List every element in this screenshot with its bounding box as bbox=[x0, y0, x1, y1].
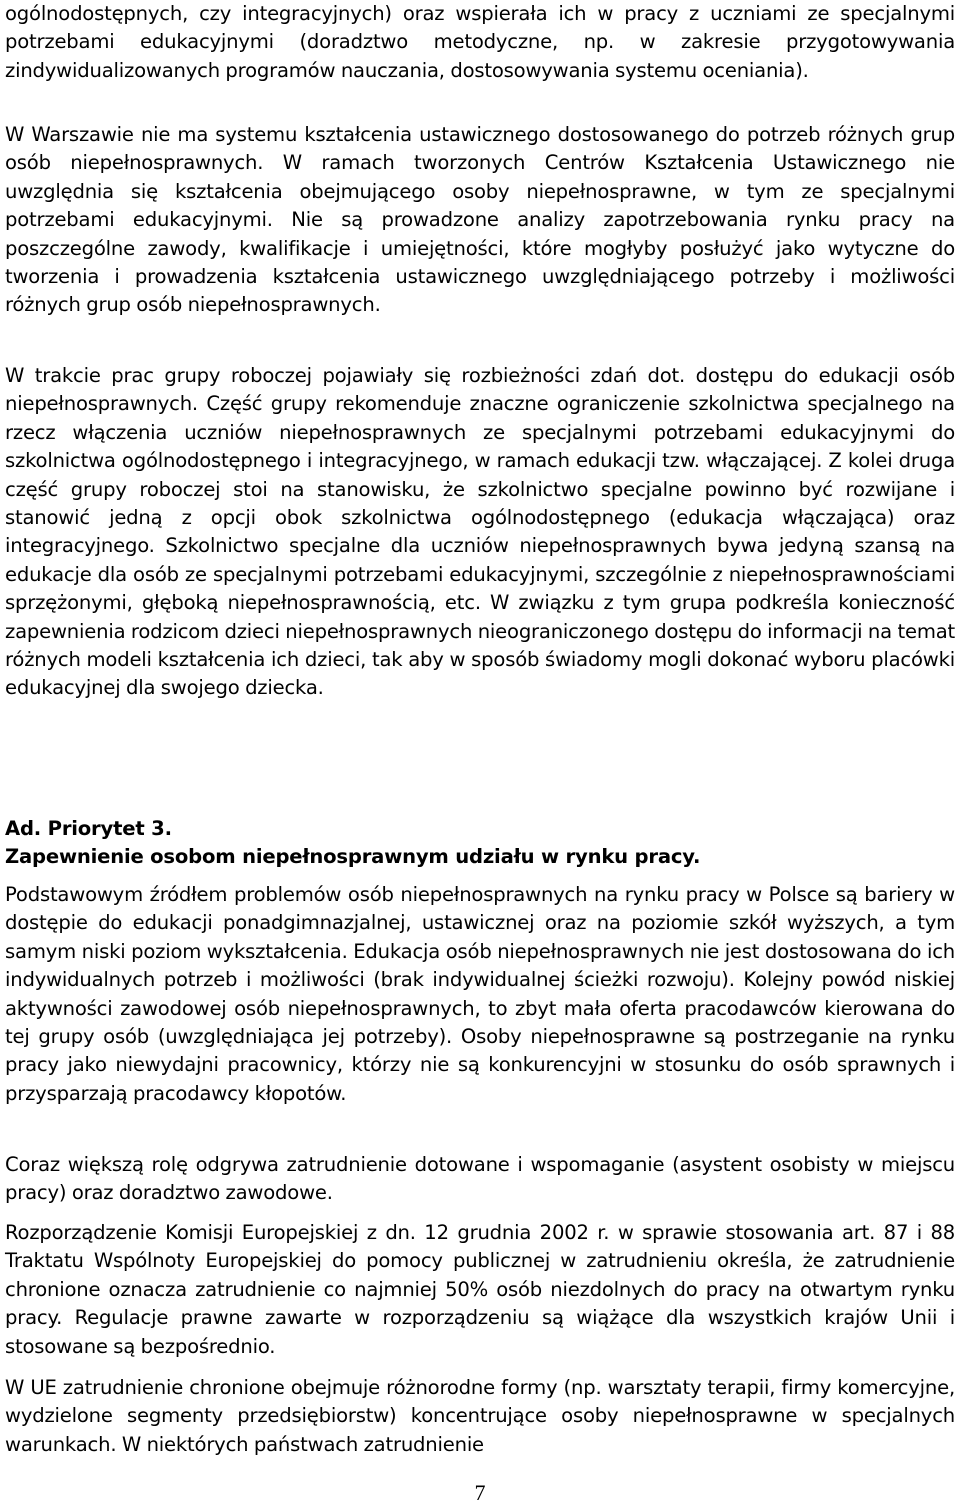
paragraph-warsaw-continuing-education: W Warszawie nie ma systemu kształcenia ustawicznego dostosowanego do potrzeb różnych grup osób niepełnosprawnych. W ramach tworzonych Centrów Kształcenia Ustawicznego nie uwzględnia się kształcenia obejmującego osoby niepełnosprawne, w tym ze specjalnymi potrzebami edukacyjnymi. Nie są prowadzone analizy zapotrzebowania rynku pracy na poszczególne zawody, kwalifikacje i umiejętności, które mogłyby posłużyć jako wytyczne do tworzenia i prowadzenia kształcenia ustawicznego uwzględniającego potrzeby i możliwości różnych grup osób niepełnosprawnych. bbox=[5, 123, 955, 317]
paragraph-ec-regulation: Rozporządzenie Komisji Europejskiej z dn. 12 grudnia 2002 r. w sprawie stosowania art. 87 i 88 Traktatu Wspólnoty Europejskiej do pomocy publicznej w zatrudnieniu określa, że zatrudnienie chronione oznacza zatrudnienie co najmniej 50% osób niezdolnych do pracy na otwartym rynku pracy. Regulacje prawne zawarte w rozporządzeniu są wiążące dla wszystkich krajów Unii i stosowane są bezpośrednio. bbox=[5, 1221, 955, 1358]
paragraph-working-group-discrepancies: W trakcie prac grupy roboczej pojawiały się rozbieżności zdań dot. dostępu do edukacji osób niepełnosprawnych. Część grupy rekomenduje znaczne ograniczenie szkolnictwa specjalnego na rzecz włączenia uczniów niepełnosprawnych ze specjalnymi potrzebami edukacyjnymi do szkolnictwa ogólnodostępnego i integracyjnego, w ramach edukacji tzw. włączającej. Z kolei druga część grupy roboczej stoi na stanowisku, że szkolnictwo specjalne powinno być rozwijane i stanowić jedną z opcji obok szkolnictwa ogólnodostępnego (edukacja włączająca) oraz integracyjnego. Szkolnictwo specjalne dla uczniów niepełnosprawnych bywa jedyną szansą na edukacje dla osób ze specjalnymi potrzebami edukacyjnymi, szczególnie z niepełnosprawnościami sprzężonymi, głęboką niepełnosprawnością, etc. W związku z tym grupa podkreśla konieczność zapewnienia rodzicom dzieci niepełnosprawnych nieograniczonego dostępu do informacji na temat różnych modeli kształcenia ich dzieci, tak aby w sposób świadomy mogli dokonać wyboru placówki edukacyjnej dla swojego dziecka. bbox=[5, 364, 955, 700]
paragraph-special-schools-support: ogólnodostępnych, czy integracyjnych) oraz wspierała ich w pracy z uczniami ze specjalnymi potrzebami edukacyjnymi (doradztwo metodyczne, np. w zakresie przygotowywania zindywidualizowanych programów nauczania, dostosowywania systemu oceniania). bbox=[5, 2, 955, 82]
paragraph-labor-market-problems: Podstawowym źródłem problemów osób niepełnosprawnych na rynku pracy w Polsce są bariery w dostępie do edukacji ponadgimnazjalnej, ustawicznej oraz na poziomie szkół wyższych, a tym samym niski poziom wykształcenia. Edukacja osób niepełnosprawnych nie jest dostosowana do ich indywidualnych potrzeb i możliwości (brak indywidualnej ścieżki rozwoju). Kolejny powód niskiej aktywności zawodowej osób niepełnosprawnych, to zbyt mała oferta pracodawców kierowana do tej grupy osób (uwzględniająca jej potrzeby). Osoby niepełnosprawne są postrzeganie na rynku pracy jako niewydajni pracownicy, którzy nie są konkurencyjni w stosunku do osób sprawnych i przysparzają pracodawcy kłopotów. bbox=[5, 883, 955, 1105]
section-heading-title: Zapewnienie osobom niepełnosprawnym udziału w rynku pracy. bbox=[5, 845, 701, 868]
section-heading-priority: Ad. Priorytet 3. bbox=[5, 817, 172, 840]
paragraph-supported-employment: Coraz większą rolę odgrywa zatrudnienie dotowane i wspomaganie (asystent osobisty w miejscu pracy) oraz doradztwo zawodowe. bbox=[5, 1153, 955, 1205]
page-number: 7 bbox=[474, 1480, 486, 1505]
paragraph-eu-sheltered-employment: W UE zatrudnienie chronione obejmuje różnorodne formy (np. warsztaty terapii, firmy komercyjne, wydzielone segmenty przedsiębiorstw) koncentrujące osoby niepełnosprawne w specjalnych warunkach. W niektórych państwach zatrudnienie bbox=[5, 1376, 955, 1456]
